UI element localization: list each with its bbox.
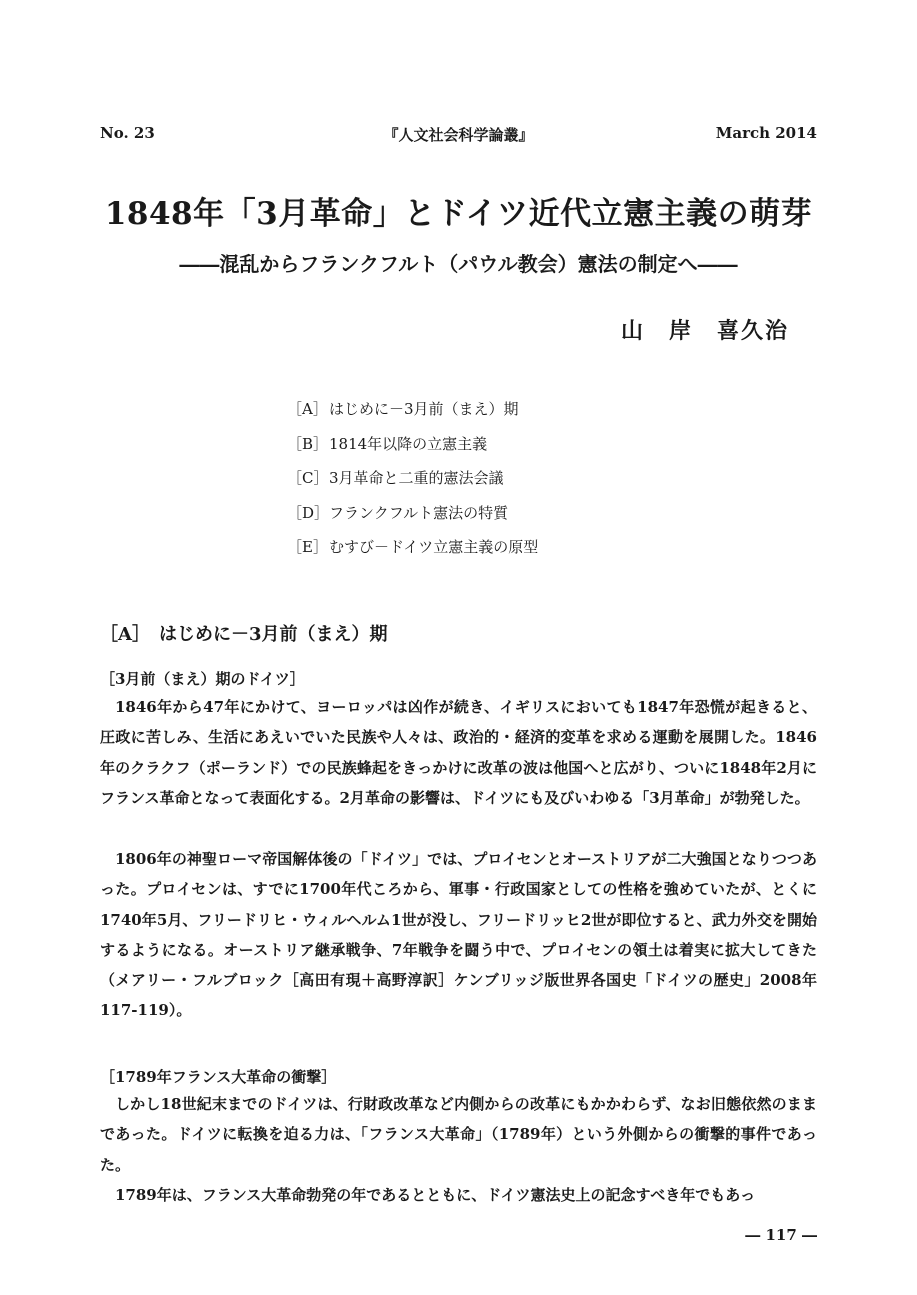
toc-mark: ［D］	[287, 503, 330, 522]
table-of-contents	[287, 398, 538, 571]
toc-text: 3月革命と二重的憲法会議	[329, 469, 504, 487]
issue-date: March 2014	[715, 124, 817, 142]
article-subtitle: ――混乱からフランクフルト（パウル教会）憲法の制定へ――	[179, 252, 738, 276]
toc-text: はじめに－3月前（まえ）期	[329, 400, 519, 418]
journal-name: 『人文社会科学論叢』	[383, 126, 534, 144]
page-number: ― 117 ―	[745, 1226, 817, 1244]
toc-mark: ［E］	[287, 538, 328, 556]
author-name: 山 岸 喜久治	[620, 318, 789, 344]
toc-mark: ［C］	[287, 469, 329, 487]
toc-text: むすび－ドイツ立憲主義の原型	[329, 538, 539, 556]
toc-mark: ［B］	[287, 434, 329, 453]
subsection-heading: ［3月前（まえ）期のドイツ］	[100, 670, 305, 688]
toc-item	[287, 433, 538, 468]
toc-mark: ［A］	[287, 400, 328, 418]
article-title: 1848年「3月革命」とドイツ近代立憲主義の萌芽	[104, 196, 813, 232]
issue-number: No. 23	[100, 124, 155, 142]
body-paragraph: 1806年の神聖ローマ帝国解体後の「ドイツ」では、プロイセンとオーストリアが二大強国となりつつあった。プロイセンは、すでに1700年代ころから、軍事・行政国家としての性格を強めていたが、とくに1740年5月、フリードリヒ・ウィルヘルム1世が没し、フリードリッヒ2世が即位すると、武力外交を開始するようになる。オーストリア継承戦争、7年戦争を闘う中で、プロイセンの領土は着実に拡大してきた（メアリー・フルブロック［高田有現＋高野淳訳］ケンブリッジ版世界各国史「ドイツの歴史」2008年117-119）。	[100, 850, 817, 1020]
running-header	[100, 124, 817, 148]
toc-item	[287, 502, 538, 537]
toc-text: フランクフルト憲法の特質	[329, 503, 509, 522]
body-paragraph: 1846年から47年にかけて、ヨーロッパは凶作が続き、イギリスにおいても1847年恐慌が起きると、圧政に苦しみ、生活にあえいでいた民族や人々は、政治的・経済的変革を求める運動を展開した。1846年のクラクフ（ポーランド）での民族蜂起をきっかけに改革の波は他国へと広がり、ついに1848年2月にフランス革命となって表面化する。2月革命の影響は、ドイツにも及びいわゆる「3月革命」が勃発した。	[100, 698, 817, 807]
section-heading: ［A］ はじめに－3月前（まえ）期	[100, 624, 388, 645]
toc-item	[287, 536, 538, 571]
subsection-heading: ［1789年フランス大革命の衝撃］	[100, 1068, 337, 1086]
body-paragraph: 1789年は、フランス大革命勃発の年であるとともに、ドイツ憲法史上の記念すべき年でもあっ	[115, 1186, 756, 1204]
body-paragraph: しかし18世紀末までのドイツは、行財政改革など内側からの改革にもかかわらず、なお旧態依然のままであった。ドイツに転換を迫る力は、「フランス大革命」（1789年）という外側からの衝撃的事件であった。	[100, 1095, 817, 1174]
toc-item	[287, 467, 538, 502]
toc-text: 1814年以降の立憲主義	[329, 434, 488, 453]
toc-item	[287, 398, 538, 433]
